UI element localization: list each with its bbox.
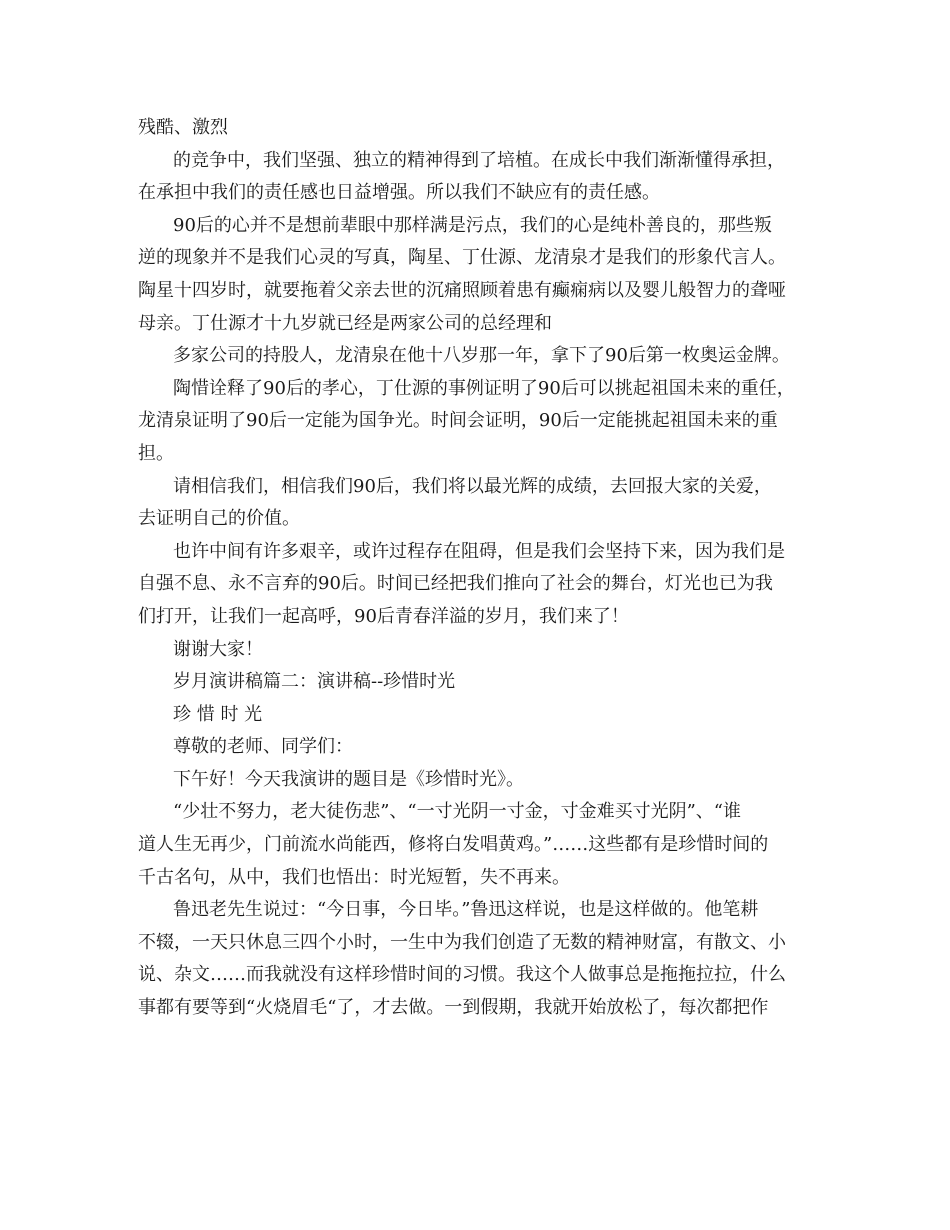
text-line: 下午好！今天我演讲的题目是《珍惜时光》。 xyxy=(173,768,524,790)
text-line: 的竞争中，我们坚强、独立的精神得到了培植。在成长中我们渐渐懂得承担， xyxy=(173,149,785,171)
text-line: 们打开，让我们一起高呼，90后青春洋溢的岁月，我们来了！ xyxy=(138,605,629,627)
text-line: 道人生无再少，门前流水尚能西，修将白发唱黄鸡。”……这些都有是珍惜时间的 xyxy=(138,834,769,856)
text-line: 自强不息、永不言弃的90后。时间已经把我们推向了社会的舞台，灯光也已为我 xyxy=(138,573,773,595)
text-line: 在承担中我们的责任感也日益增强。所以我们不缺应有的责任感。 xyxy=(138,182,660,204)
text-line: 请相信我们，相信我们90后，我们将以最光辉的成绩，去回报大家的关爱， xyxy=(173,475,772,497)
text-line: 陶惜诠释了90后的孝心，丁仕源的事例证明了90后可以挑起祖国未来的重任， xyxy=(173,377,795,399)
text-line: 陶星十四岁时，就要拖着父亲去世的沉痛照顾着患有癫痫病以及婴儿般智力的聋哑 xyxy=(138,279,786,301)
text-line: 担。 xyxy=(138,442,174,464)
text-line: 鲁迅老先生说过：“今日事，今日毕。”鲁迅这样说，也是这样做的。他笔耕 xyxy=(173,899,759,921)
text-line: 逆的现象并不是我们心灵的写真，陶星、丁仕源、龙清泉才是我们的形象代言人。 xyxy=(138,247,786,269)
text-line: 去证明自己的价值。 xyxy=(138,508,300,530)
text-line: “少壮不努力，老大徒伤悲”、“一寸光阴一寸金，寸金难买寸光阴”、“谁 xyxy=(173,801,742,823)
text-line: 不辍，一天只休息三四个小时，一生中为我们创造了无数的精神财富，有散文、小 xyxy=(138,931,786,953)
text-line: 谢谢大家！ xyxy=(173,638,263,660)
document-body xyxy=(138,112,818,1025)
text-line: 90后的心并不是想前辈眼中那样满是污点，我们的心是纯朴善良的，那些叛 xyxy=(173,214,772,236)
speech-title: 珍 惜 时 光 xyxy=(173,703,263,725)
text-line: 母亲。丁仕源才十九岁就已经是两家公司的总经理和 xyxy=(138,312,552,334)
salutation: 尊敬的老师、同学们： xyxy=(173,736,353,758)
text-line: 龙清泉证明了90后一定能为国争光。时间会证明，90后一定能挑起祖国未来的重 xyxy=(138,410,778,432)
text-line: 残酷、激烈 xyxy=(138,117,228,138)
text-line: 也许中间有许多艰辛，或许过程存在阻碍，但是我们会坚持下来，因为我们是 xyxy=(173,540,785,562)
text-line: 事都有要等到“火烧眉毛“了，才去做。一到假期，我就开始放松了，每次都把作 xyxy=(138,997,769,1019)
text-line: 千古名句，从中，我们也悟出：时光短暂，失不再来。 xyxy=(138,866,570,888)
text-line: 说、杂文……而我就没有这样珍惜时间的习惯。我这个人做事总是拖拖拉拉，什么 xyxy=(138,964,786,986)
text-line: 多家公司的持股人，龙清泉在他十八岁那一年，拿下了90后第一枚奥运金牌。 xyxy=(173,345,790,367)
section-heading: 岁月演讲稿篇二：演讲稿--珍惜时光 xyxy=(173,671,456,693)
